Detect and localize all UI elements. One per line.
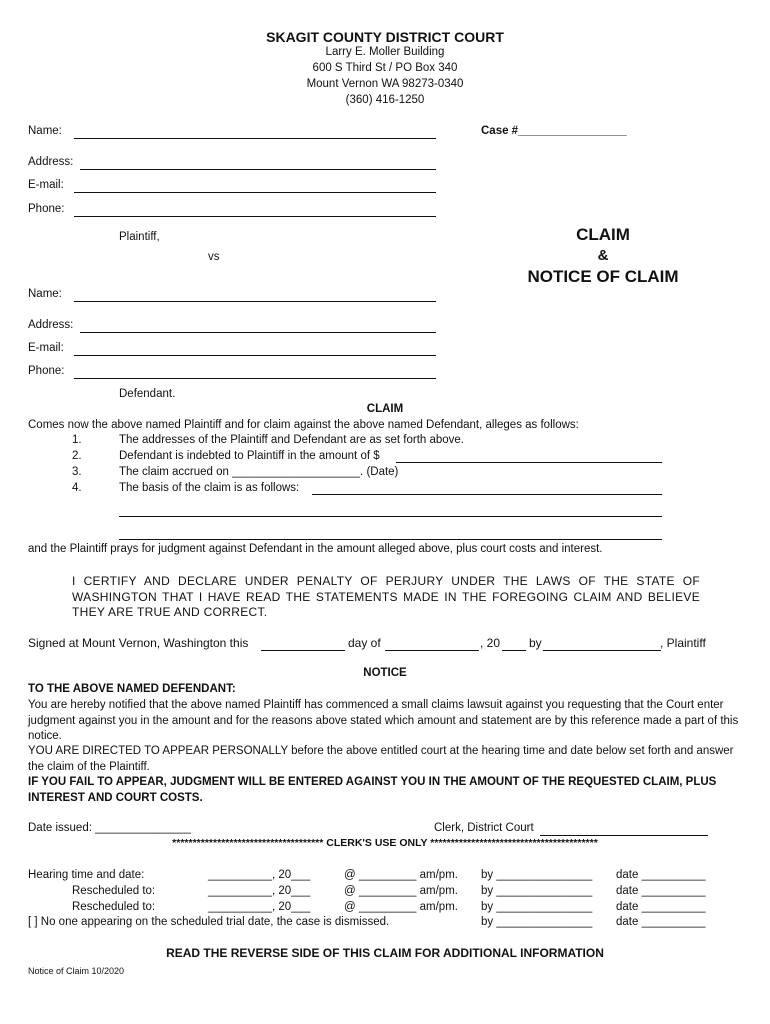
plaintiff-signature-field[interactable] bbox=[543, 650, 661, 651]
claim-item-text: The claim accrued on ____________________. (Date) bbox=[119, 466, 399, 478]
claim-item-number: 1. bbox=[72, 434, 82, 446]
defendant-role: Defendant. bbox=[119, 388, 176, 400]
signed-suffix: , Plaintiff bbox=[660, 636, 706, 650]
notice-heading: NOTICE bbox=[363, 667, 407, 679]
defendant-phone-label: Phone: bbox=[28, 365, 65, 377]
signed-day-field[interactable] bbox=[261, 650, 345, 651]
court-street: 600 S Third St / PO Box 340 bbox=[312, 62, 458, 74]
dismissal-by-field[interactable]: by _______________ bbox=[481, 916, 593, 928]
plaintiff-email-label: E-mail: bbox=[28, 179, 64, 191]
rescheduled-by-field[interactable]: by _______________ bbox=[481, 885, 593, 897]
hearing-entry-date-field[interactable]: date __________ bbox=[616, 869, 706, 881]
plaintiff-address-label: Address: bbox=[28, 156, 74, 168]
defendant-phone-field[interactable] bbox=[74, 378, 436, 379]
hearing-by-field[interactable]: by _______________ bbox=[481, 869, 593, 881]
plaintiff-name-label: Name: bbox=[28, 125, 62, 137]
form-title-claim: CLAIM bbox=[576, 225, 630, 244]
claim-prayer: and the Plaintiff prays for judgment against Defendant in the amount alleged above, plus court costs and interest. bbox=[28, 543, 603, 555]
signed-month-field[interactable] bbox=[385, 650, 479, 651]
claim-item-text: Defendant is indebted to Plaintiff in the amount of $ bbox=[119, 450, 380, 462]
claim-item-text: The addresses of the Plaintiff and Defendant are as set forth above. bbox=[119, 434, 465, 446]
plaintiff-phone-label: Phone: bbox=[28, 203, 65, 215]
signed-prefix: Signed at Mount Vernon, Washington this bbox=[28, 636, 249, 650]
claim-item-number: 4. bbox=[72, 482, 82, 494]
plaintiff-name-field[interactable] bbox=[74, 138, 436, 139]
defendant-name-label: Name: bbox=[28, 288, 62, 300]
notice-to: TO THE ABOVE NAMED DEFENDANT: bbox=[28, 683, 236, 695]
case-number-field[interactable]: _________________ bbox=[518, 125, 627, 137]
notice-warning: IF YOU FAIL TO APPEAR, JUDGMENT WILL BE ENTERED AGAINST YOU IN THE AMOUNT OF THE REQUESTED CLAIM, PLUS INTEREST AND COURT COSTS. bbox=[28, 776, 717, 804]
rescheduled-label: Rescheduled to: bbox=[72, 901, 156, 913]
notice-paragraph: You are hereby notified that the above named Plaintiff has commenced a small claims lawsuit against you requesting that the Court enter judgment against you in the amount and for the reasons above stated which amount and statement are by this reference made a part of this notice. bbox=[28, 699, 739, 742]
claim-item-text: The basis of the claim is as follows: bbox=[119, 482, 300, 494]
clerk-signature-field[interactable] bbox=[540, 835, 708, 836]
case-number-label: Case #_________________ bbox=[481, 125, 627, 137]
clerk-use-only-banner: ************************************* CLERK'S USE ONLY ***************************************** bbox=[172, 837, 598, 849]
signed-year-field[interactable] bbox=[502, 650, 526, 651]
defendant-email-label: E-mail: bbox=[28, 342, 64, 354]
claim-basis-field[interactable] bbox=[312, 494, 662, 495]
rescheduled-label: Rescheduled to: bbox=[72, 885, 156, 897]
dismissal-checkbox[interactable]: [ ] No one appearing on the scheduled trial date, the case is dismissed. bbox=[28, 916, 390, 928]
rescheduled-by-field[interactable]: by _______________ bbox=[481, 901, 593, 913]
plaintiff-address-field[interactable] bbox=[80, 169, 436, 170]
claim-amount-field[interactable] bbox=[396, 462, 662, 463]
rescheduled-entry-date-field[interactable]: date __________ bbox=[616, 885, 706, 897]
signed-day-of: day of bbox=[348, 636, 381, 650]
versus-label: vs bbox=[208, 251, 220, 263]
form-title-ampersand: & bbox=[597, 247, 609, 264]
plaintiff-role: Plaintiff, bbox=[119, 231, 160, 243]
court-building: Larry E. Moller Building bbox=[325, 46, 445, 58]
hearing-label: Hearing time and date: bbox=[28, 869, 145, 881]
defendant-address-label: Address: bbox=[28, 319, 74, 331]
claim-intro: Comes now the above named Plaintiff and for claim against the above named Defendant, alleges as follows: bbox=[28, 419, 579, 431]
plaintiff-phone-field[interactable] bbox=[74, 216, 436, 217]
date-issued: Date issued: _______________ bbox=[28, 822, 192, 834]
court-city: Mount Vernon WA 98273-0340 bbox=[306, 78, 464, 90]
claim-item-number: 2. bbox=[72, 450, 82, 462]
dismissal-date-field[interactable]: date __________ bbox=[616, 916, 706, 928]
rescheduled-date-field[interactable]: __________, 20___ bbox=[208, 901, 311, 913]
claim-heading: CLAIM bbox=[366, 403, 404, 415]
rescheduled-date-field[interactable]: __________, 20___ bbox=[208, 885, 311, 897]
hearing-date-field[interactable]: __________, 20___ bbox=[208, 869, 311, 881]
rescheduled-entry-date-field[interactable]: date __________ bbox=[616, 901, 706, 913]
claim-item-number: 3. bbox=[72, 466, 82, 478]
reverse-side-note: READ THE REVERSE SIDE OF THIS CLAIM FOR ADDITIONAL INFORMATION bbox=[166, 946, 604, 960]
form-id: Notice of Claim 10/2020 bbox=[28, 966, 125, 976]
notice-appear-paragraph: YOU ARE DIRECTED TO APPEAR PERSONALLY before the above entitled court at the hearing time and date below set forth and answer the claim of the Plaintiff. bbox=[28, 745, 734, 773]
plaintiff-email-field[interactable] bbox=[74, 192, 436, 193]
defendant-address-field[interactable] bbox=[80, 332, 436, 333]
certification-text: I CERTIFY AND DECLARE UNDER PENALTY OF PERJURY UNDER THE LAWS OF THE STATE OF WASHINGTON THAT I HAVE READ THE STATEMENTS MADE IN THE FOREGOING CLAIM AND BELIEVE THEY ARE TRUE AND CORRECT. bbox=[72, 574, 700, 619]
signed-year: , 20 bbox=[480, 636, 501, 650]
rescheduled-time-field[interactable]: @ _________ am/pm. bbox=[344, 901, 458, 913]
court-phone: (360) 416-1250 bbox=[345, 94, 425, 106]
court-name: SKAGIT COUNTY DISTRICT COURT bbox=[266, 29, 504, 45]
hearing-time-field[interactable]: @ _________ am/pm. bbox=[344, 869, 458, 881]
form-title-notice: NOTICE OF CLAIM bbox=[527, 267, 679, 286]
clerk-label: Clerk, District Court bbox=[434, 822, 534, 834]
defendant-name-field[interactable] bbox=[74, 301, 436, 302]
defendant-email-field[interactable] bbox=[74, 355, 436, 356]
claim-basis-field[interactable] bbox=[119, 539, 662, 540]
signed-by: by bbox=[529, 636, 542, 650]
rescheduled-time-field[interactable]: @ _________ am/pm. bbox=[344, 885, 458, 897]
claim-basis-field[interactable] bbox=[119, 516, 662, 517]
